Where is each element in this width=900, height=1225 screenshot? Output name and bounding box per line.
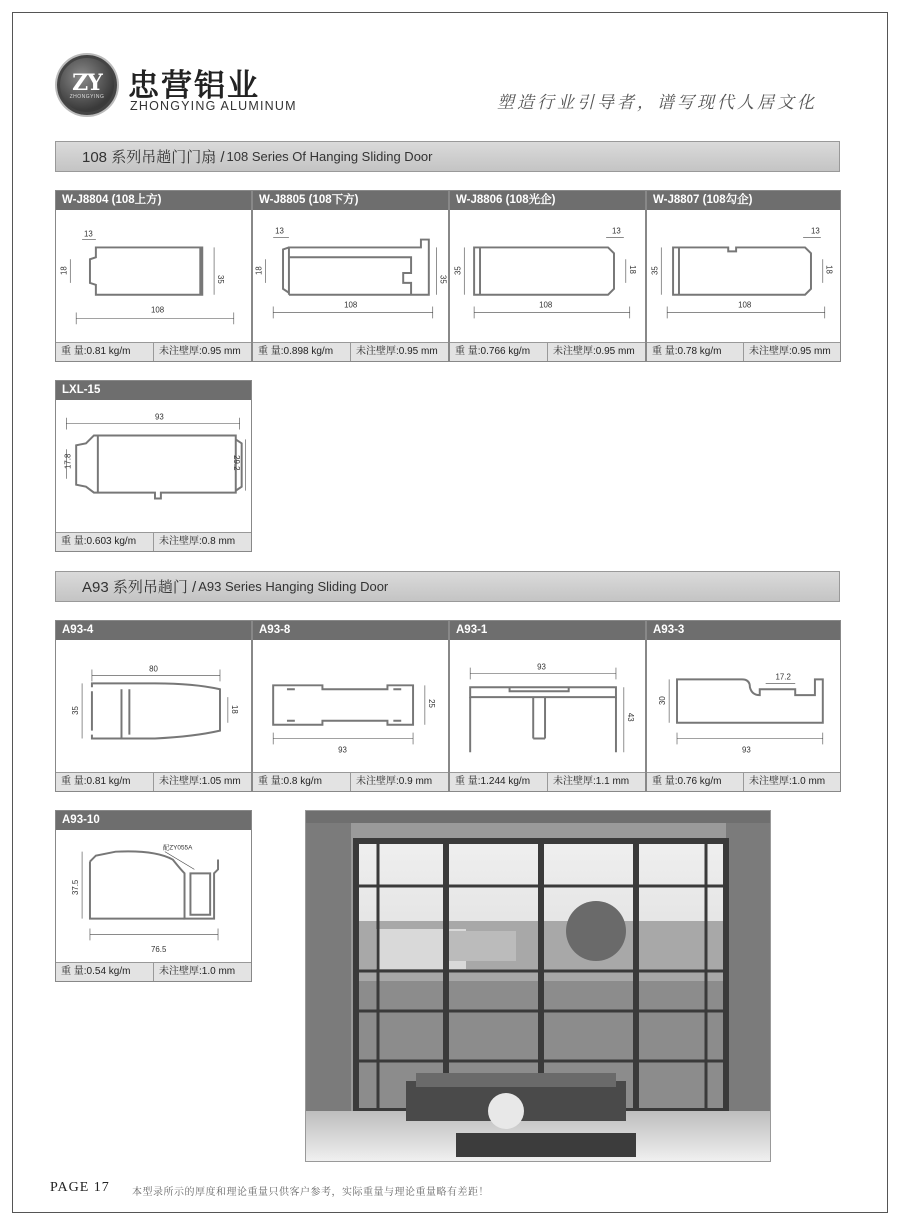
dim-bottom: 108 (539, 300, 553, 310)
logo-subtext: ZHONGYING (69, 94, 105, 100)
dim-bottom: 108 (151, 305, 165, 315)
slogan: 塑造行业引导者，谱写现代人居文化 (497, 93, 817, 113)
profile-card-wj8806 (449, 190, 646, 362)
dim-right: 43 (625, 712, 635, 722)
section-header-a93 (55, 571, 840, 602)
profile-card-wj8805 (252, 190, 449, 362)
dim-left: 35 (71, 706, 81, 715)
dim-callout: 配ZY055A (162, 844, 193, 852)
dim-left: 18 (59, 266, 69, 276)
profile-drawing (56, 830, 251, 962)
profile-drawing (56, 400, 251, 532)
profile-card-a933 (646, 620, 841, 792)
dim-right: 18 (229, 705, 239, 714)
dim-bottom: 76.5 (151, 945, 167, 955)
profile-weight: 重 量:0.8 kg/m (253, 773, 351, 791)
dim-left: 18 (254, 266, 264, 276)
dim-left: 37.5 (71, 879, 81, 896)
profile-thickness: 未注壁厚:0.95 mm (159, 346, 241, 357)
profile-weight: 重 量:0.766 kg/m (450, 343, 548, 361)
profile-drawing (253, 210, 448, 342)
profile-weight: 重 量:1.244 kg/m (450, 773, 548, 791)
profile-drawing (253, 640, 448, 772)
dim-top: 13 (810, 226, 820, 236)
sliding-door-photo (305, 810, 771, 1162)
profile-drawing (647, 640, 840, 772)
profile-code: W-J8804 (108上方) (56, 191, 251, 210)
profile-weight: 重 量:0.76 kg/m (647, 773, 744, 791)
profile-code: A93-8 (253, 621, 448, 640)
profile-code: A93-1 (450, 621, 645, 640)
profile-drawing (647, 210, 840, 342)
profile-code: A93-4 (56, 621, 251, 640)
profile-card-wj8804 (55, 190, 252, 362)
profile-card-a931 (449, 620, 646, 792)
profile-weight: 重 量:0.54 kg/m (56, 963, 154, 981)
dim-bottom: 108 (344, 300, 358, 310)
profile-code: W-J8806 (108光企) (450, 191, 645, 210)
dim-top: 17.2 (775, 672, 791, 682)
profile-weight: 重 量:0.78 kg/m (647, 343, 744, 361)
dim-top: 13 (84, 229, 93, 239)
profile-drawing (450, 210, 645, 342)
profile-code: W-J8807 (108勾企) (647, 191, 840, 210)
profile-card-wj8807 (646, 190, 841, 362)
profile-code: A93-10 (56, 811, 251, 830)
dim-top: 13 (612, 226, 621, 236)
profile-thickness: 未注壁厚:0.9 mm (356, 776, 433, 787)
profile-code: W-J8805 (108下方) (253, 191, 448, 210)
brand-name-en: ZHONGYING ALUMINUM (130, 99, 297, 113)
dim-right: 18 (824, 265, 834, 274)
profile-drawing (56, 640, 251, 772)
dim-right: 35 (216, 275, 226, 284)
disclaimer-note: 本型录所示的厚度和理论重量只供客户参考，实际重量与理论重量略有差距！ (132, 1187, 489, 1198)
profile-thickness: 未注壁厚:1.0 mm (159, 966, 236, 977)
profile-thickness: 未注壁厚:0.95 mm (749, 346, 831, 357)
profile-weight: 重 量:0.81 kg/m (56, 773, 154, 791)
dim-bottom: 93 (742, 745, 751, 755)
dim-bottom: 108 (738, 300, 752, 310)
dim-left: 30 (658, 696, 668, 706)
dim-right: 18 (627, 265, 637, 274)
company-logo (57, 55, 117, 115)
profile-thickness: 未注壁厚:1.0 mm (749, 776, 826, 787)
profile-thickness: 未注壁厚:0.95 mm (553, 346, 635, 357)
profile-thickness: 未注壁厚:1.05 mm (159, 776, 241, 787)
profile-code: A93-3 (647, 621, 840, 640)
dim-top: 13 (275, 226, 284, 236)
page-number: PAGE 17 (50, 1180, 110, 1195)
profile-weight: 重 量:0.898 kg/m (253, 343, 351, 361)
section-title-en: 108 Series Of Hanging Sliding Door (226, 149, 433, 164)
dim-top: 93 (537, 662, 546, 672)
dim-right: 35 (438, 275, 448, 284)
section-title-cn: 108 系列吊趟门门扇 / (82, 149, 225, 166)
dim-top: 80 (149, 664, 158, 674)
dim-bottom: 93 (338, 745, 347, 755)
brand-name-cn: 忠营铝业 (128, 68, 260, 104)
profile-thickness: 未注壁厚:1.1 mm (553, 776, 630, 787)
profile-drawing (56, 210, 251, 342)
logo-mark: ZY (72, 70, 102, 96)
profile-code: LXL-15 (56, 381, 251, 400)
section-title-en: A93 Series Hanging Sliding Door (198, 579, 389, 594)
profile-thickness: 未注壁厚:0.95 mm (356, 346, 438, 357)
profile-card-a9310 (55, 810, 252, 982)
dim-left: 17.8 (63, 453, 73, 469)
profile-weight: 重 量:0.603 kg/m (56, 533, 154, 551)
section-title-cn: A93 系列吊趟门 / (82, 579, 197, 596)
dim-right: 29.2 (231, 455, 241, 471)
profile-card-a938 (252, 620, 449, 792)
profile-thickness: 未注壁厚:0.8 mm (159, 536, 236, 547)
profile-card-a934 (55, 620, 252, 792)
dim-left: 35 (453, 266, 463, 276)
dim-left: 35 (650, 266, 660, 276)
profile-drawing (450, 640, 645, 772)
profile-weight: 重 量:0.81 kg/m (56, 343, 154, 361)
section-header-108 (55, 141, 840, 172)
dim-top: 93 (154, 412, 164, 422)
dim-right: 25 (426, 699, 436, 708)
profile-card-lxl15 (55, 380, 252, 552)
